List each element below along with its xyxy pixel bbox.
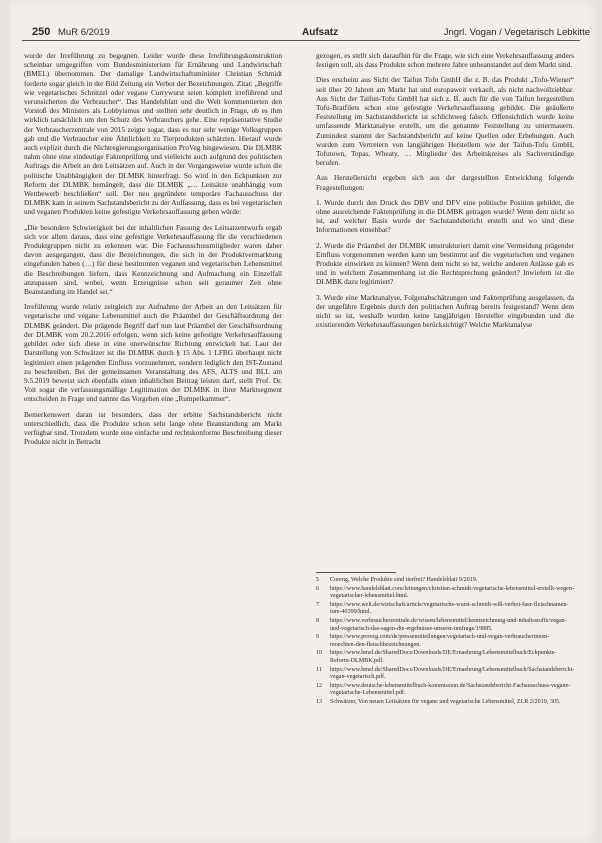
- footnote: 12 https://www.deutsche-lebensmittelbuch-kommission.de/Sachstandsbericht-Fachausschuss-vegane-vegetarische-Lebensmittel.pdf.: [316, 682, 571, 697]
- footnotes: [316, 572, 574, 708]
- footnote-rule: [316, 572, 396, 573]
- block-quote: „Die besondere Schwierigkeit bei der inhaltlichen Fassung des Leitsatzentwurfs ergab sich vor allem daraus, dass eine gefestigte Verkehrsauffassung für die verschiedenen Produktgruppen nicht zu erkennen war. Die Fachausschussmitglieder waren daher davon ausgegangen, dass die Bezeichnungen, die sich in der Produktvermarktung eingefunden haben (…) für diese bestimmten veganen und vegetarischen Lebensmittel die Beschreibungen liefern, dass Kennzeichnung und Aufmachung ein Einzelfall anzupassen sind, wobei, wenn Erzeugnisse schon seit geraumer Zeit ohne Beanstandung im Handel sei.“: [24, 222, 282, 297]
- page-number: 250: [32, 26, 51, 38]
- paragraph: Bemerkenswert daran ist besonders, dass der erbitte Sachstandsbericht nicht unterschiedlich, dass die Produkte schon sehr lange ohne Beanstandung am Markt verfügbar sind. Trotzdem wurde eine einfache und rechtskonforme Beschreibung dieser Produkte nicht in Betracht: [24, 409, 282, 447]
- footnote: 6 https://www.handelsblatt.com/leitungen/christian-schmidt-vegetarische-lebensmittel-erstellt-wegen-vegetarischer-lebensmittel.html.: [316, 585, 574, 600]
- section-label: Aufsatz: [302, 27, 339, 38]
- footnote: 13 Schwätzer, Von neuen Leitsätzen für vegane und vegetarische Lebensmittel, ZLR 2/2019, 305.: [316, 698, 561, 705]
- footnote: 7 https://www.welt.de/wirtschaft/article/vegetarische-wurst-schmidt-will-verbot-fuer-fleischnamen-iure-40399/html.: [316, 601, 569, 616]
- footnote: 8 https://www.verbraucherzentrale.de/wissen/lebensmittel/kennzeichnung-und-inhaltsstoffe/vegan-und-vegetarisch-das-sagen-die-ergebnisse-unserer-umfrage/19885.: [316, 617, 567, 632]
- footnote: 11 https://www.bmel.de/SharedDocs/Downloads/DE/Ernaehrung/Lebensmittelbuch/Sachstandsbericht-vegan-vegetarisch.pdf.: [316, 666, 575, 681]
- paragraph: gezogen, es stellt sich daraufhin für die Frage, wie sich eine Verkehrsauffassung anders festigen soll, als dass Produkte schon mehrere Jahre unbeanstandet auf dem Markt sind.: [316, 51, 574, 70]
- paragraph: Irreführung wurde relativ zeitgleich zur Aufnahme der Arbeit an den Leitsätzen für vegetarische und vegane Lebensmittel auch die Präambel der Geschäftsordnung der DLMBK geändert. Die prägende Begriff darf nun laut Präambel der Geschäftsordnung der DLMBK vom 20.2.2016 erfolgen, wenn sich keine gefestigte Verkehrsauffassung gebildet oder sich diese in eine unerwünschte Richtung entwickelt hat. Laut der Darstellung von Schwätzer ist die DLMBK durch § 15 Abs. 1 LFBG überhaupt nicht legitimiert einen prägenden Einfluss vorzunehmen, sondern lediglich den IST-Zustand zu beschreiben. Bei der gemeinsamen Veranstaltung des AFS, ALTS und BLL am 9.5.2019 beweist sich ebenfalls einen inhaltlichen Beitrag leisten darf, stellt Prof. Dr. Voit sogar die verfassungsmäßige Legitimation der DLMBK in ihrer Marktsegment entscheiden in Frage und nannte das Vorgehen eine „Rumpelkammer“.: [24, 302, 282, 404]
- question-2: 2. Wurde die Präambel der DLMBK umstrukturiert damit eine Vermeidung prägender Einfluss vorgenommen werden kann um bestimmt auf die vegetarischen und veganen Produkte einwirken zu können? Wenn dem nicht so ist, welche anderen Anlässe gab es und in welchem Zusammenhang ist die Rechtsprechung geändert? Inwiefern ist die DLMBK dazu legitimiert?: [316, 240, 574, 287]
- footnote: 9 https://www.proveg.com/de/pressemitteilungen/vegetarisch-und-vegan-verbraucherinnen-moechten-den-fleischbezeichnungen.: [316, 634, 550, 648]
- right-column: [316, 51, 574, 335]
- journal-issue: MuR 6/2019: [58, 27, 110, 38]
- paragraph: Aus Herstellersicht ergeben sich aus der dargestellten Entwicklung folgende Fragestellungen:: [316, 173, 574, 192]
- header-rule: [22, 40, 580, 41]
- footnote: 5 Coreng, Welche Produkte sind tierfrei? Handelsblatt 9/2019.: [316, 577, 478, 583]
- paragraph: Dies erscheint aus Sicht der Taifun Tofu GmbH die z. B. das Produkt „Tofu-Wiener“ seit über 20 Jahren am Markt hat und europaweit verkauft, als nicht nachvollziehbar. Aus Sicht der Taifun-Tofu GmbH hat sich z. B. auch für die von Taifun hergestellten Tofu-Bratfilets schon eine gefestigte Verkehrsauffassung gebildet. Die geäußerte Feststellung im Sachstandsbericht ist schlichtweg falsch. Offensichtlich wurde keine umfassende Marktanalyse erstellt, um die genannte Feststellung zu untermauern. Zumindest stammt der Sachstandsbericht auf keine Quellen oder Erhebungen. Auch wurden zum Vertretern von langjährigen Herstellern wie der Taifun-Tofu GmbH, Tofutown, Topas, Wheaty, … Mitglieder des Arbeitskreises als Sachverständige berufen.: [316, 75, 574, 168]
- question-1: 1. Wurde durch den Druck des DBV und DFV eine politische Position gebildet, die ohne ausreichende Faktenprüfung in die DLMBK getragen wurde? Wenn dem nicht so ist, auf welcher Basis wurde der Sachstandsbericht erstellt und wo sind diese Informationen einsehbar?: [316, 197, 574, 235]
- paragraph: wurde der Irreführung zu begegnen. Leider wurde diese Irreführungskonstruktion scheinbar umgegriffen vom Bundesministerium für Ernährung und Landwirtschaft (BMEL) übernommen. Der damalige Landwirtschaftsminister Christian Schmidt forderte sogar gleich in der Bild Zeitung ein Verbot der Bezeichnungen. Zitat: „Begriffe wie vegetarisches Schnitzel oder vegane Currywurst seien komplett irreführend und verunsicherten die Verbraucher“. Das Handelsblatt und die Welt kommentierten den Vorstoß des Ministers als Lobbyismus und stellten sehr deutlich in Frage, ob es ihm wirklich tatsächlich um den Schutz des Verbrauchers gehe. Eine repräsentative Studie der Verbraucherzentrale von 2015 zeigte sogar, dass es nur sehr wenige Volksgruppen gab und die Verbraucher eine Ähnlichkeit zu Tierprodukten schätzten. Hierauf wurde auch explizit durch die Nichtregierungsorganisation ProVeg hingewiesen. Die DLMBK nahm ohne eine eindeutige Faktenprüfung und vielleicht auch aufgrund des politischen Auftrags die Arbeit an den Leitsätzen auf. Auch in der Vorgangsweise wurde schon die politische Unabhängigkeit der DLMBK hinterfragt. So wird in den Eckpunkten zur Reform der DLMBK bemängelt, dass die DLMBK „… Leitsätze unabhängig vom Wettbewerb beschließen“ soll. Der neu gegründete temporäre Fachausschuss der DLMBK kam in seinem Sachstandsbericht zu der Auffassung, dass es bei vegetarischen und veganen Produkten keine gefestigte Verkehrsauffassung geben würde:: [24, 51, 282, 217]
- question-3: 3. Wurde eine Marktanalyse, Folgenabschätzungen und Faktenprüfung ausgelassen, da der ungefähre Ergebnis durch den politischen Auftrag bereits festgestand? Wenn dem nicht so ist, weshalb wurden keine langjährigen Hersteller eingebunden und die existierenden Verkehrsauffassungen berücksichtigt? Welche Marktanalyse: [316, 292, 574, 330]
- footnote: 10 https://www.bmel.de/SharedDocs/Downloads/DE/Ernaehrung/Lebensmittelbuch/Eckpunkte-Reform-DLMBK.pdf.: [316, 650, 557, 664]
- running-title: Jngrl. Vogan / Vegetarisch Lebkitte: [443, 27, 590, 38]
- left-column: [24, 51, 282, 452]
